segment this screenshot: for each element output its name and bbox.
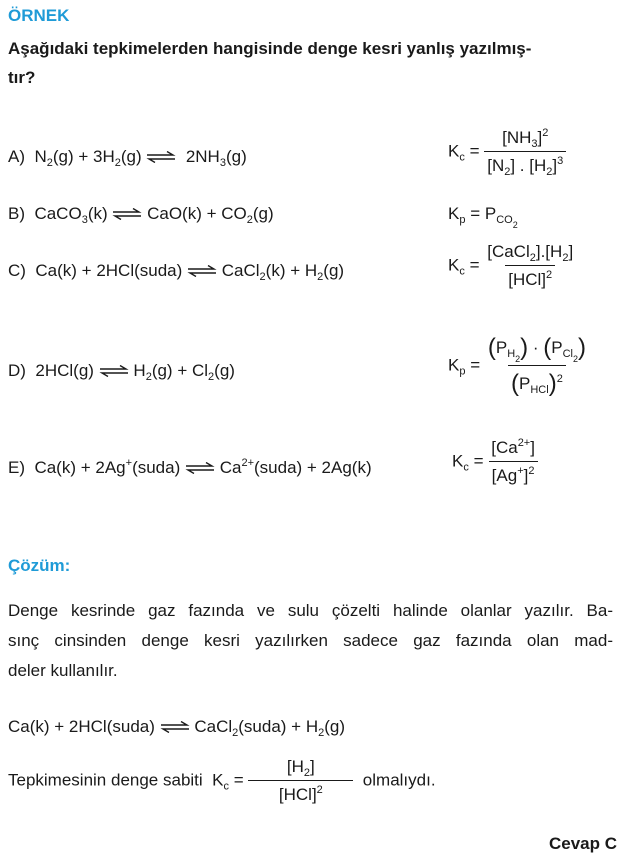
option-a-reaction: A) $N_2(g) + 3H_2(g)$ $2NH_3(g)$ xyxy=(8,147,247,169)
option-a-label: A) xyxy=(8,147,25,166)
solution-paragraph xyxy=(8,596,613,686)
option-e-expression: $K_c$ = $\frac{[Ca^{2+}]}{[Ag^+]^2}$ xyxy=(452,438,538,486)
solution-line-1: Denge kesrinde gaz fazında ve sulu çözelti halinde olanlar yazılır. Ba- xyxy=(8,601,613,620)
option-c-expression: $K_c$ = $\frac{[CaCl_2].[H_2]}{[HCl]^2}$ xyxy=(448,242,574,289)
option-d-expression: $K_p$ = $\frac{(P_{H_2}) \cdot (P_{Cl_2})}{(P_{HCl})^2}$ xyxy=(448,334,587,397)
solution-heading: Çözüm: xyxy=(8,556,71,575)
equilibrium-arrow-icon xyxy=(187,265,217,277)
solution-line-2: sınç cinsinden denge kesri yazılırken sadece gaz fazında olan mad- xyxy=(8,631,613,650)
option-e-reaction: E) Ca(k) + 2Ag+(suda) $Ca^{2+}(suda) + 2Ag(k)$ xyxy=(8,457,372,477)
option-b-expression: $K_p = P_{CO_2}$ xyxy=(448,204,518,230)
solution-sentence-prefix: Tepkimesinin denge sabiti xyxy=(8,770,203,790)
answer-label: Cevap C xyxy=(548,834,617,853)
option-e-label: E) xyxy=(8,458,25,477)
question-line-2: tır? xyxy=(8,68,36,87)
solution-sentence: Tepkimesinin denge sabiti $K_c$ = $\frac{[H_2]}{[HCl]^2}$ olmalıydı. xyxy=(8,757,436,804)
option-b-label: B) xyxy=(8,204,25,223)
option-d-reaction: D) 2HCl(g) $H_2(g) + Cl_2(g)$ xyxy=(8,361,235,383)
solution-sentence-suffix: olmalıydı. xyxy=(362,770,436,790)
solution-line-3: deler kullanılır. xyxy=(8,661,118,680)
option-d-label: D) xyxy=(8,361,26,380)
equilibrium-arrow-icon xyxy=(185,462,215,474)
question-line-1: Aşağıdaki tepkimelerden hangisinde denge kesri yanlış yazılmış- xyxy=(8,39,532,58)
equilibrium-arrow-icon xyxy=(99,365,129,377)
solution-reaction: Ca(k) + 2HCl(suda) CaCl$_2$(suda) + $H_2(g)$ xyxy=(8,717,346,739)
option-c-reaction: C) Ca(k) + 2HCl(suda) CaCl$_2$(k) + $H_2(g)$ xyxy=(8,261,345,283)
option-a-expression: $K_c$ = $\frac{[NH_3]^2}{[N_2] . [H_2]^3}$ xyxy=(448,128,566,176)
equilibrium-arrow-icon xyxy=(112,208,142,220)
option-b-reaction: B) CaCO$_3$(k) $CaO(k) + CO_2(g)$ xyxy=(8,204,274,226)
equilibrium-arrow-icon xyxy=(160,721,190,733)
example-heading: ÖRNEK xyxy=(8,6,70,25)
option-c-label: C) xyxy=(8,261,26,280)
equilibrium-arrow-icon xyxy=(146,151,176,163)
question-text xyxy=(8,34,531,92)
